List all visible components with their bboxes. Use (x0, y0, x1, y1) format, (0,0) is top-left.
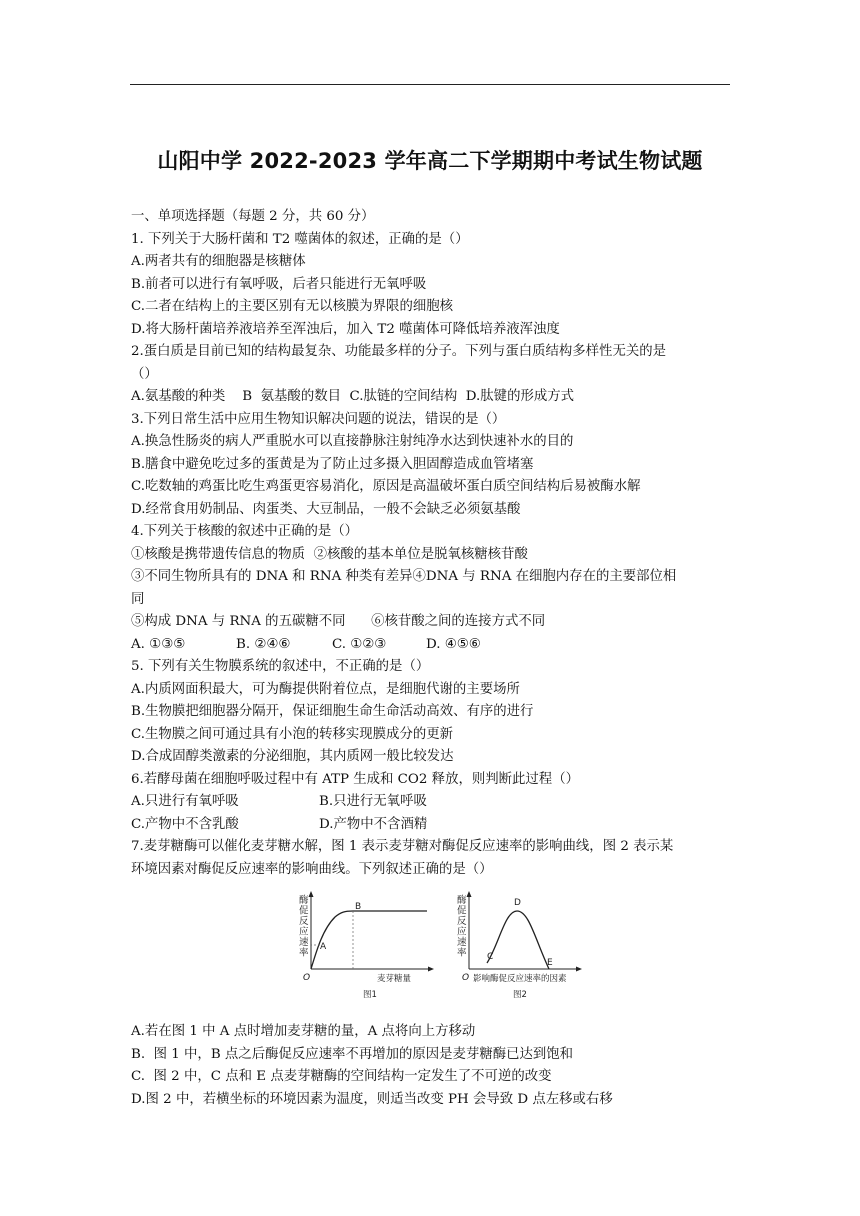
option-d: D.图 2 中，若横坐标的环境因素为温度，则适当改变 PH 会导致 D 点左移或右移 (131, 1091, 613, 1107)
figure-area (131, 881, 731, 1021)
question-stem: 5. 下列有关生物膜系统的叙述中，不正确的是（） (131, 659, 430, 674)
question-7 (131, 836, 731, 1111)
fig1-point-a: A (320, 942, 327, 952)
option-d: D. ④⑤⑥ (426, 636, 481, 652)
fig2-caption: 图2 (513, 990, 527, 1000)
fig2-y-label-char: 反 (457, 916, 467, 927)
options-row-1 (131, 791, 731, 814)
section-heading: 一、单项选择题（每题 2 分，共 60 分） (131, 209, 375, 224)
page-title: 山阳中学 2022-2023 学年高二下学期期中考试生物试题 (157, 149, 703, 173)
figure-1 (299, 891, 434, 1000)
options-row (131, 634, 731, 657)
option-b: B. ②④⑥ (236, 636, 291, 652)
option-b: B.只进行无氧呼吸 (319, 794, 427, 809)
fig2-point-e: E (547, 958, 553, 968)
option-d: D.产物中不含酒精 (319, 816, 428, 832)
question-stem: 4.下列关于核酸的叙述中正确的是（） (131, 524, 359, 539)
question-stem: 2.蛋白质是目前已知的结构最复杂、功能最多样的分子。下列与蛋白质结构多样性无关的是 (131, 344, 667, 359)
question-stem-continued: （） (131, 366, 158, 382)
exam-body (131, 206, 731, 1111)
fig2-y-arrow (467, 891, 472, 897)
question-stem: 7.麦芽糖酶可以催化麦芽糖水解，图 1 表示麦芽糖对酶促反应速率的影响曲线，图 2 表示某 (131, 839, 674, 854)
fig1-y-label-char: 促 (299, 905, 309, 917)
statement-5-6: ⑤构成 DNA 与 RNA 的五碳糖不同 ⑥核苷酸之间的连接方式不同 (131, 614, 546, 629)
option-c: C.二者在结构上的主要区别有无以核膜为界限的细胞核 (131, 299, 454, 314)
option-b: B. 图 1 中，B 点之后酶促反应速率不再增加的原因是麦芽糖酶已达到饱和 (131, 1046, 574, 1062)
fig1-y-label-char: 应 (299, 926, 309, 938)
option-d: D.合成固醇类激素的分泌细胞，其内质网一般比较发达 (131, 749, 454, 764)
fig2-y-label-char: 速 (457, 937, 467, 948)
fig2-x-label: 影响酶促反应速率的因素 (473, 974, 567, 984)
fig2-x-arrow (576, 967, 582, 972)
option-d: D.将大肠杆菌培养液培养至浑浊后，加入 T2 噬菌体可降低培养液浑浊度 (131, 321, 560, 337)
option-c: C.生物膜之间可通过具有小泡的转移实现膜成分的更新 (131, 726, 454, 742)
question-2 (131, 341, 731, 409)
fig1-x-label: 麦芽糖量 (377, 974, 412, 984)
fig2-point-c: C (487, 952, 494, 962)
fig1-curve (311, 911, 427, 969)
figure-2 (457, 891, 582, 1000)
fig1-y-label (299, 894, 309, 959)
statement-4-continued: 同 (131, 591, 145, 607)
option-c: C. 图 2 中，C 点和 E 点麦芽糖酶的空间结构一定发生了不可逆的改变 (131, 1069, 552, 1084)
question-3 (131, 409, 731, 522)
question-stem: 6.若酵母菌在细胞呼吸过程中有 ATP 生成和 CO2 释放，则判断此过程（） (131, 771, 579, 787)
fig1-y-label-char: 速 (299, 937, 309, 948)
statement-1-2: ①核酸是携带遗传信息的物质 ②核酸的基本单位是脱氧核糖核苷酸 (131, 546, 528, 562)
fig2-curve (487, 911, 549, 969)
options-row-2 (131, 814, 731, 837)
option-a: A.两者共有的细胞器是核糖体 (131, 254, 306, 269)
fig2-y-label-char: 酶 (457, 895, 467, 906)
option-a: A.换急性肠炎的病人严重脱水可以直接静脉注射纯净水达到快速补水的目的 (131, 434, 574, 449)
fig1-origin: O (303, 973, 311, 983)
question-4 (131, 521, 731, 656)
fig2-y-label-char: 应 (457, 926, 467, 938)
header-rule (130, 84, 730, 85)
fig1-y-label-char: 反 (299, 916, 309, 927)
question-stem: 1. 下列关于大肠杆菌和 T2 噬菌体的叙述，正确的是（） (131, 231, 469, 247)
option-a: A.只进行有氧呼吸 (131, 794, 239, 809)
option-a: A. ①③⑤ (131, 636, 186, 652)
question-5 (131, 656, 731, 769)
fig1-point-b: B (355, 902, 362, 912)
question-6 (131, 769, 731, 837)
fig1-y-label-char: 率 (299, 947, 309, 959)
option-c: C.吃数轴的鸡蛋比吃生鸡蛋更容易消化，原因是高温破坏蛋白质空间结构后易被酶水解 (131, 479, 641, 494)
question-stem-continued: 环境因素对酶促反应速率的影响曲线。下列叙述正确的是（） (131, 861, 493, 877)
fig2-y-label-char: 促 (457, 905, 467, 917)
enzyme-figures (259, 889, 599, 1013)
option-b: B.生物膜把细胞器分隔开，保证细胞生命生命活动高效、有序的进行 (131, 704, 534, 719)
option-b: B.前者可以进行有氧呼吸，后者只能进行无氧呼吸 (131, 276, 427, 292)
fig1-y-label-char: 酶 (299, 895, 309, 906)
statement-3-4: ③不同生物所具有的 DNA 和 RNA 种类有差异④DNA 与 RNA 在细胞内存在的主要部位相 (131, 569, 677, 584)
option-d: D.经常食用奶制品、肉蛋类、大豆制品，一般不会缺乏必须氨基酸 (131, 501, 521, 517)
fig1-x-arrow (428, 967, 434, 972)
option-c: C.产物中不含乳酸 (131, 816, 239, 832)
fig2-point-d: D (514, 898, 521, 908)
option-a: A.内质网面积最大，可为酶提供附着位点，是细胞代谢的主要场所 (131, 681, 520, 697)
option-a: A.若在图 1 中 A 点时增加麦芽糖的量，A 点将向上方移动 (131, 1024, 476, 1039)
fig2-y-label-char: 率 (457, 947, 467, 959)
fig2-origin: O (462, 973, 470, 983)
option-b: B.膳食中避免吃过多的蛋黄是为了防止过多摄入胆固醇造成血管堵塞 (131, 456, 534, 472)
question-1 (131, 229, 731, 342)
fig2-y-label (457, 894, 467, 959)
options-row: A.氨基酸的种类 B 氨基酸的数目 C.肽链的空间结构 D.肽键的形成方式 (131, 389, 575, 404)
fig1-caption: 图1 (363, 990, 377, 1000)
fig1-y-arrow (309, 891, 314, 897)
question-stem: 3.下列日常生活中应用生物知识解决问题的说法，错误的是（） (131, 411, 506, 427)
option-c: C. ①②③ (332, 636, 387, 652)
